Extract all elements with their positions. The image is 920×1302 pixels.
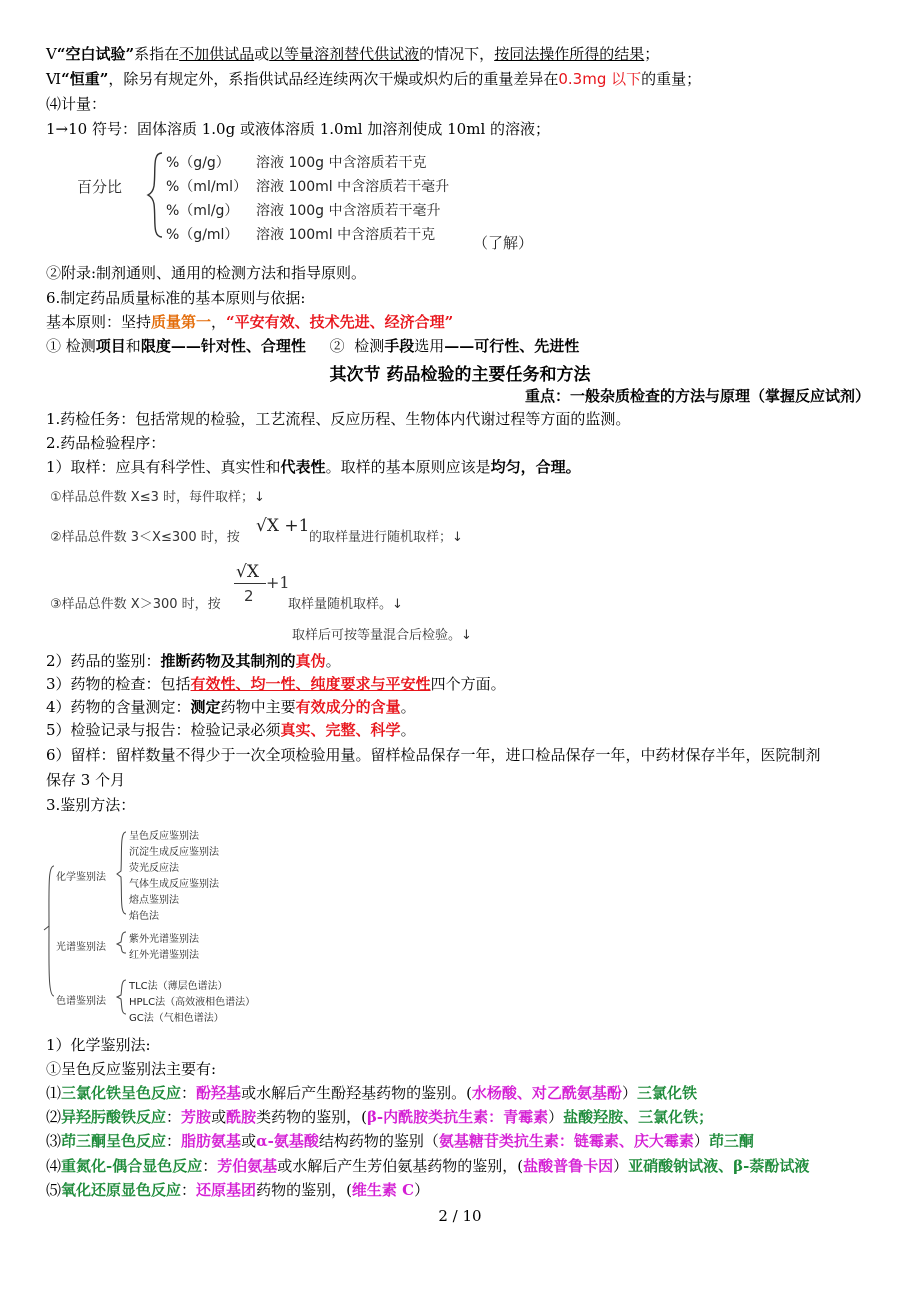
reaction-ferric-chloride: ⑴三氯化铁呈色反应：酚羟基或水解后产生酚羟基药物的鉴别。(水杨酸、对乙酰氨基酚）三氯化铁 [46, 1084, 697, 1102]
sampling-rule-3-tail: 取样量随机取样。↓ [288, 597, 403, 612]
tree-chrom-item: TLC法（薄层色谱法） [129, 981, 228, 992]
sqrt-numerator: √X [236, 562, 259, 582]
pct-unit-4: %（g/ml） [166, 227, 239, 243]
tree-chemical: 化学鉴别法 [56, 872, 106, 883]
reaction-diazotization: ⑷重氮化-偶合显色反应：芳伯氨基或水解后产生芳伯氨基药物的鉴别，(盐酸普鲁卡因）亚硝酸钠试液、β-萘酚试液 [46, 1157, 810, 1175]
sampling-note: 取样后可按等量混合后检验。↓ [292, 628, 472, 643]
pct-desc-2: 溶液 100ml 中含溶质若干毫升 [256, 179, 450, 195]
pct-desc-3: 溶液 100g 中含溶质若干毫升 [256, 203, 441, 219]
color-reaction-heading: ①呈色反应鉴别法主要有: [46, 1060, 217, 1078]
basic-principles: 基本原则：坚持质量第一，“平安有效、技术先进、经济合理” [46, 313, 454, 331]
sampling-rule-2-tail: 的取样量进行随机取样；↓ [309, 530, 463, 545]
term-constant-weight: “恒重” [61, 70, 109, 88]
pct-note: （了解） [473, 234, 534, 252]
tree-chem-item: 呈色反应鉴别法 [129, 831, 199, 842]
pct-unit-2: %（ml/ml） [166, 179, 248, 195]
tree-chem-item: 熔点鉴别法 [129, 895, 179, 906]
reaction-ninhydrin: ⑶茚三酮呈色反应：脂肪氨基或α-氨基酸结构药物的鉴别（氨基糖苷类抗生素：链霉素、庆大霉素）茚三酮 [46, 1132, 754, 1150]
sampling-rule-3: ③样品总件数 X＞300 时，按 [50, 597, 221, 612]
ratio-symbol-line: 1→10 符号：固体溶质 1.0g 或液体溶质 1.0ml 加溶剂使成 10ml 的溶液； [46, 120, 551, 138]
tree-chem-item: 焰色法 [129, 911, 159, 922]
tree-spec-item: 紫外光谱鉴别法 [129, 934, 199, 945]
constant-weight-definition: Ⅵ“恒重”，除另有规定外，系指供试品经连续两次干燥或炽灼后的重量差异在0.3mg 以下的重量； [46, 70, 702, 88]
key-point: 重点：一般杂质检查的方法与原理（掌握反应试剂） [524, 387, 870, 405]
tree-spectral: 光谱鉴别法 [56, 942, 106, 953]
fraction-denominator: 2 [244, 587, 254, 605]
sampling-rule-1: ①样品总件数 X≤3 时，每件取样；↓ [50, 490, 265, 505]
fraction-plus-one: +1 [266, 573, 290, 592]
principles-heading: 6.制定药品质量标准的基本原则与依据: [46, 289, 306, 307]
pct-desc-1: 溶液 100g 中含溶质若干克 [256, 155, 427, 171]
tree-chrom-item: GC法（气相色谱法） [129, 1013, 224, 1024]
brace-icon [146, 150, 166, 240]
page-number: 2 / 10 [438, 1207, 482, 1225]
tree-spec-item: 红外光谱鉴别法 [129, 950, 199, 961]
identification-methods-heading: 3.鉴别方法： [46, 796, 136, 814]
tree-chrom-item: HPLC法（高效液相色谱法） [129, 997, 256, 1008]
reaction-hydroxamic-iron: ⑵异羟肟酸铁反应：芳胺或酰胺类药物的鉴别，(β-内酰胺类抗生素：青霉素）盐酸羟胺、三氯化铁； [46, 1108, 714, 1126]
percentage-label: 百分比 [77, 178, 123, 196]
fraction-bar [234, 583, 266, 584]
tree-chem-item: 气体生成反应鉴别法 [129, 879, 219, 890]
blank-test-definition: Ⅴ“空白试验”系指在不加供试品或以等量溶剂替代供试液的情况下，按同法操作所得的结果； [46, 45, 660, 63]
pct-unit-3: %（ml/g） [166, 203, 239, 219]
measurement-heading: ⑷计量： [46, 95, 107, 113]
sqrt-formula-1: √X +1 [256, 516, 310, 536]
detection-items: ① 检测项目和限度——针对性、合理性 ② 检测手段选用——可行性、先进性 [46, 337, 580, 355]
chemical-identification-heading: 1）化学鉴别法: [46, 1036, 151, 1054]
pct-unit-1: %（g/g） [166, 155, 230, 171]
tree-chromatographic: 色谱鉴别法 [56, 996, 106, 1007]
testing-tasks: 1.药检任务：包括常规的检验，工艺流程、反应历程、生物体内代谢过程等方面的监测。 [46, 410, 631, 428]
appendix-line: ②附录:制剂通则、通用的检测方法和指导原则。 [46, 264, 367, 282]
term-blank-test: “空白试验” [56, 45, 135, 63]
reaction-redox: ⑸氧化还原显色反应：还原基团药物的鉴别，(维生素 C） [46, 1181, 430, 1199]
retention-line: 6）留样：留样数量不得少于一次全项检验用量。留样检品保存一年，进口检品保存一年，中药材保存半年，医院制剂 [46, 746, 821, 764]
inspection-line: 3）药物的检查：包括有效性、均一性、纯度要求与平安性四个方面。 [46, 675, 506, 693]
testing-procedure-heading: 2.药品检验程序： [46, 434, 166, 452]
sampling-rule-2: ②样品总件数 3＜X≤300 时，按 [50, 530, 240, 545]
pct-desc-4: 溶液 100ml 中含溶质若干克 [256, 227, 436, 243]
tree-chem-item: 沉淀生成反应鉴别法 [129, 847, 219, 858]
assay-line: 4）药物的含量测定：测定药物中主要有效成分的含量。 [46, 698, 416, 716]
retention-line-cont: 保存 3 个月 [46, 771, 126, 789]
tree-chem-item: 荧光反应法 [129, 863, 179, 874]
sampling-line: 1）取样：应具有科学性、真实性和代表性。取样的基本原则应该是均匀，合理。 [46, 458, 581, 476]
records-line: 5）检验记录与报告：检验记录必须真实、完整、科学。 [46, 721, 416, 739]
identification-line: 2）药品的鉴别：推断药物及其制剂的真伪。 [46, 652, 341, 670]
section-title: 其次节 药品检验的主要任务和方法 [329, 365, 591, 385]
